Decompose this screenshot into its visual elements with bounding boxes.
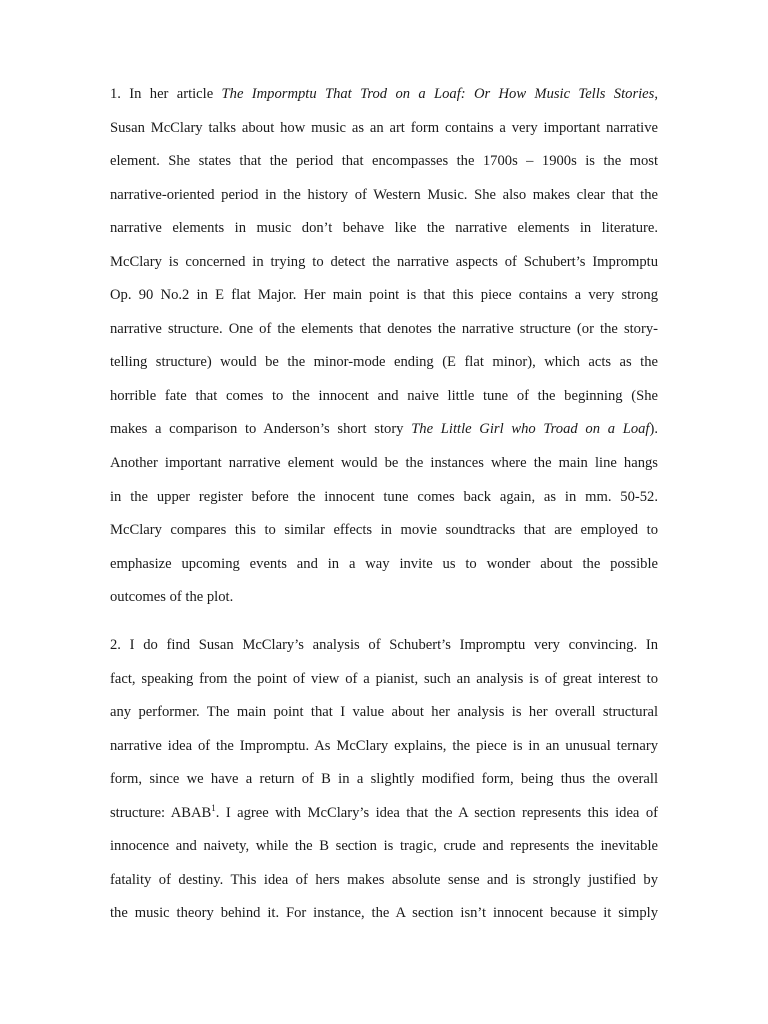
paragraph-1 <box>110 78 658 615</box>
text-line: horrible fate that comes to the innocent and naive little tune of the beginning (She <box>110 387 658 404</box>
text-line <box>110 78 658 112</box>
text-run: structure: ABAB <box>110 804 212 821</box>
text-line: narrative-oriented period in the history of Western Music. She also makes clear that the <box>110 186 658 203</box>
text-line: narrative structure. One of the elements that denotes the narrative structure (or the story- <box>110 320 658 337</box>
paragraph-2 <box>110 629 658 931</box>
text-line: narrative idea of the Impromptu. As McClary explains, the piece is in an unusual ternary <box>110 737 658 754</box>
text-line: McClary compares this to similar effects in movie soundtracks that are employed to <box>110 522 658 539</box>
text-line: fact, speaking from the point of view of a pianist, such an analysis is of great interest to <box>110 670 658 687</box>
article-title: The Impormptu That Trod on a Loaf: Or How Music Tells Stories <box>221 86 655 102</box>
text-line: Susan McClary talks about how music as an art form contains a very important narrative <box>110 119 658 136</box>
text-line: the music theory behind it. For instance, the A section isn’t innocent because it simply <box>110 905 658 922</box>
text-line: emphasize upcoming events and in a way invite us to wonder about the possible <box>110 555 658 572</box>
text-run: makes a comparison to Anderson’s short story <box>110 421 412 438</box>
text-line: element. She states that the period that encompasses the 1700s – 1900s is the most <box>110 153 658 170</box>
text-line: narrative elements in music don’t behave like the narrative elements in literature. <box>110 220 658 237</box>
text-line: Op. 90 No.2 in E flat Major. Her main point is that this piece contains a very strong <box>110 287 658 304</box>
text-line <box>110 797 658 831</box>
footnote-marker[interactable]: 1 <box>211 802 216 813</box>
text-line: in the upper register before the innocent tune comes back again, as in mm. 50-52. <box>110 488 658 505</box>
text-run: 1. In her article <box>110 86 222 102</box>
text-line: form, since we have a return of B in a slightly modified form, being thus the overall <box>110 771 658 788</box>
text-line <box>110 413 658 447</box>
text-line: McClary is concerned in trying to detect the narrative aspects of Schubert’s Impromptu <box>110 253 658 270</box>
text-line: any performer. The main point that I value about her analysis is her overall structural <box>110 704 658 721</box>
text-run: , <box>654 86 658 102</box>
text-line: innocence and naivety, while the B section is tragic, crude and represents the inevitable <box>110 838 658 855</box>
story-title: The Little Girl who Troad on a Loaf <box>411 421 650 438</box>
text-line: fatality of destiny. This idea of hers makes absolute sense and is strongly justified by <box>110 871 658 888</box>
text-run: ). <box>649 421 658 438</box>
text-line: outcomes of the plot. <box>110 589 234 606</box>
text-line: Another important narrative element would be the instances where the main line hangs <box>110 455 658 472</box>
text-line: telling structure) would be the minor-mode ending (E flat minor), which acts as the <box>110 354 658 371</box>
text-run: . I agree with McClary’s idea that the A section represents this idea of <box>215 804 658 821</box>
text-line: 2. I do find Susan McClary’s analysis of Schubert’s Impromptu very convincing. In <box>110 637 658 653</box>
